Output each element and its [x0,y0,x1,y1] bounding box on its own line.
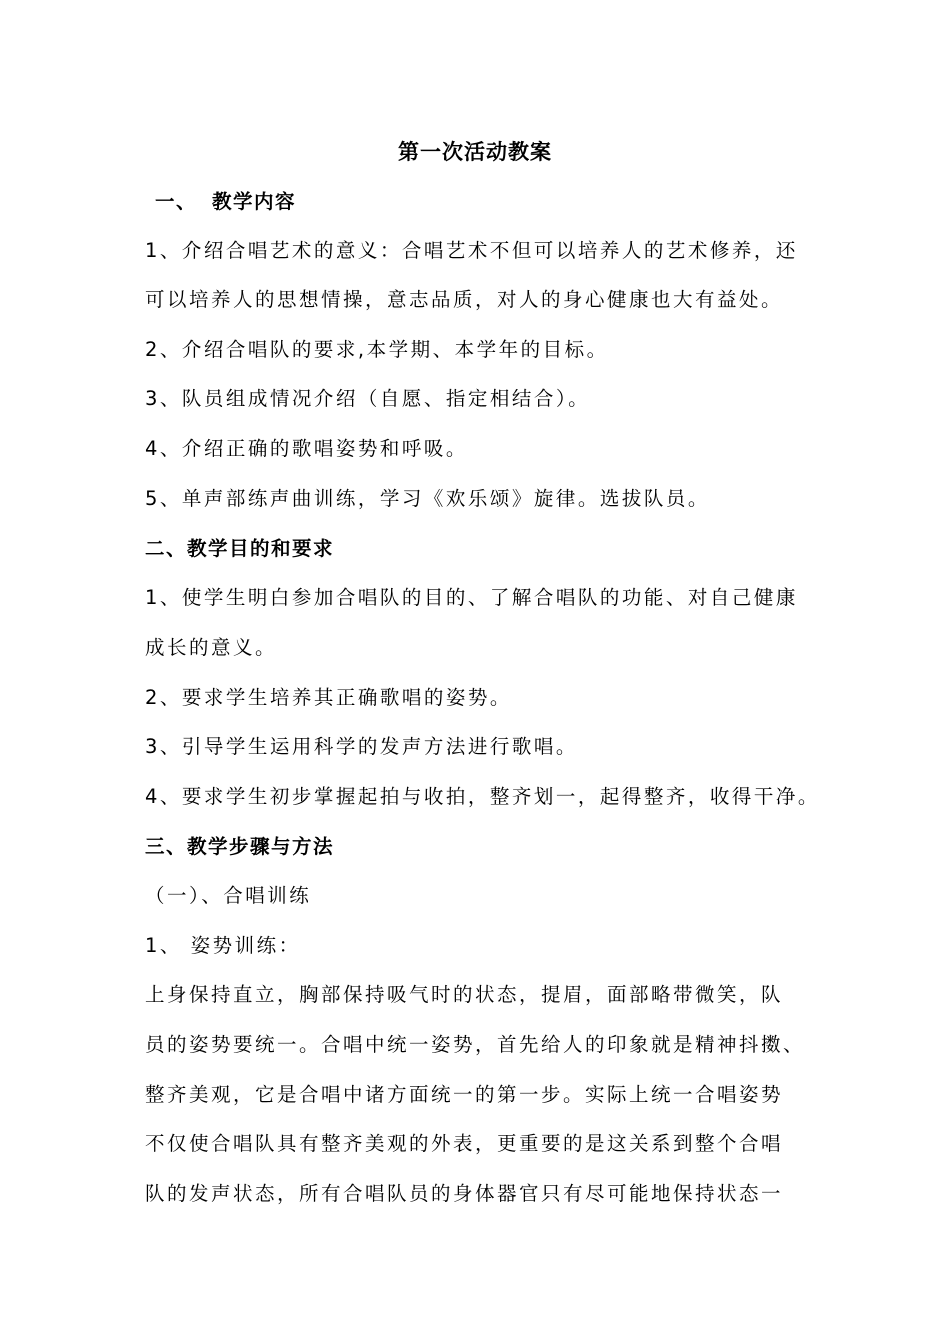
paragraph-line: 1、使学生明白参加合唱队的目的、了解合唱队的功能、对自己健康 [145,586,798,609]
paragraph-line: 队的发声状态，所有合唱队员的身体器官只有尽可能地保持状态一 [145,1182,784,1205]
section1-heading: 教学内容 [212,190,297,213]
paragraph-line: 3、引导学生运用科学的发声方法进行歌唱。 [145,735,578,758]
paragraph-line: 上身保持直立，胸部保持吸气时的状态，提眉，面部略带微笑，队 [145,983,784,1006]
section1-number: 一、 [155,190,198,213]
paragraph-line: 员的姿势要统一。合唱中统一姿势，首先给人的印象就是精神抖擞、 [145,1033,806,1056]
paragraph-line: 2、介绍合唱队的要求,本学期、本学年的目标。 [145,338,609,361]
paragraph-line: 1、 姿势训练： [145,934,301,957]
paragraph-line: 4、介绍正确的歌唱姿势和呼吸。 [145,437,468,460]
paragraph-line: 可以培养人的思想情操，意志品质，对人的身心健康也大有益处。 [145,288,784,311]
document-title: 第一次活动教案 [398,139,552,164]
paragraph-line: 2、要求学生培养其正确歌唱的姿势。 [145,686,512,709]
paragraph-line: 成长的意义。 [145,636,278,659]
paragraph-line: 3、队员组成情况介绍（自愿、指定相结合）。 [145,387,591,410]
section3-heading: 三、教学步骤与方法 [145,835,335,858]
paragraph-line: 不仅使合唱队具有整齐美观的外表，更重要的是这关系到整个合唱 [145,1132,784,1155]
section2-heading: 二、教学目的和要求 [145,537,335,560]
paragraph-line: 1、介绍合唱艺术的意义：合唱艺术不但可以培养人的艺术修养，还 [145,239,798,262]
paragraph-line: 整齐美观，它是合唱中诸方面统一的第一步。实际上统一合唱姿势 [145,1083,784,1106]
subsection-heading: （一）、合唱训练 [145,884,312,907]
paragraph-line: 4、要求学生初步掌握起拍与收拍，整齐划一，起得整齐，收得干净。 [145,785,820,808]
paragraph-line: 5、单声部练声曲训练，学习《欢乐颂》旋律。选拔队员。 [145,487,710,510]
